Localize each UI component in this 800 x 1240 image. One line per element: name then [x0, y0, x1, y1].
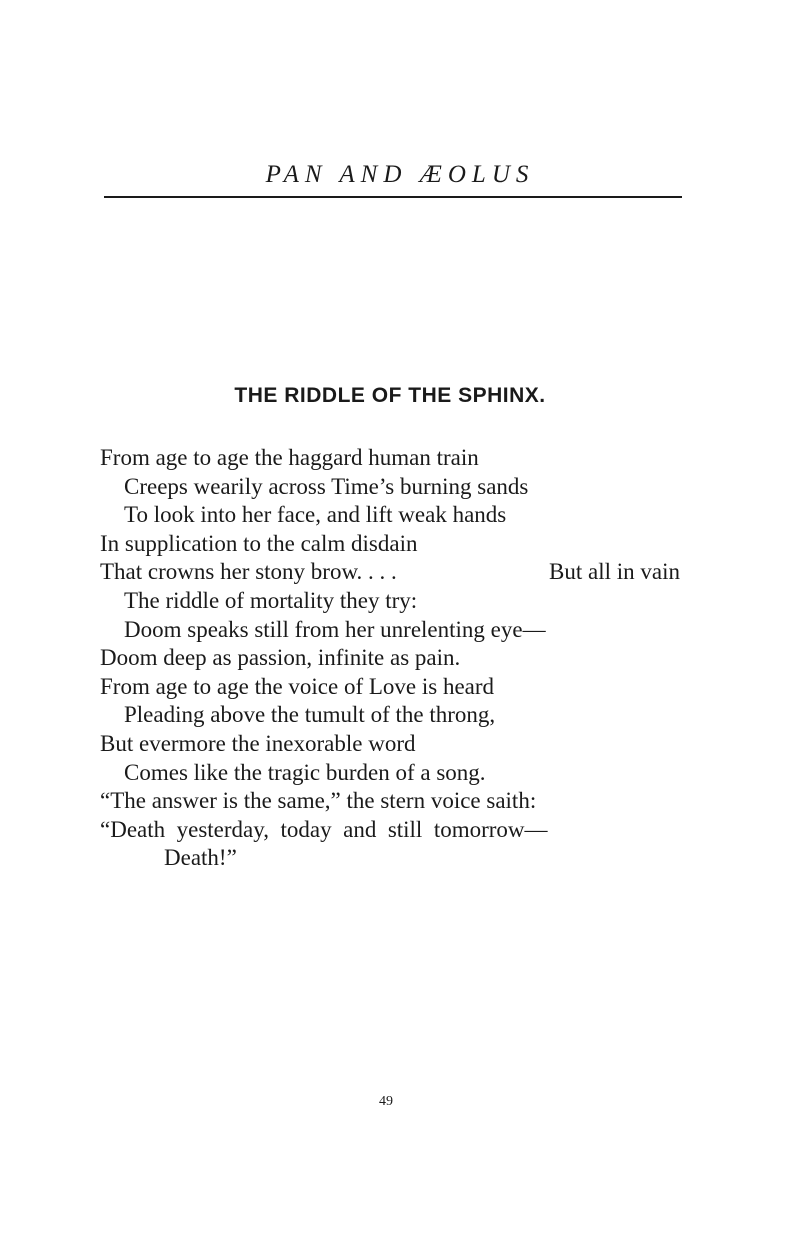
poem-line: “The answer is the same,” the stern voice saith: — [100, 788, 537, 814]
poem-line: To look into her face, and lift weak hands — [124, 502, 507, 528]
poem-line-part: That crowns her stony brow. . . . — [100, 559, 397, 585]
poem-line: Comes like the tragic burden of a song. — [124, 759, 486, 785]
poem-line: Pleading above the tumult of the throng, — [124, 702, 496, 728]
poem-title-text: THE RIDDLE OF THE SPHINX. — [234, 384, 546, 407]
poem-line-split — [100, 558, 680, 587]
poem-line: From age to age the voice of Love is heard — [100, 673, 495, 699]
poem-line-part: But all in vain — [549, 559, 680, 585]
page-number: 49 — [379, 1094, 393, 1109]
poem-line: “Death yesterday, today and still tomorrow— — [100, 816, 548, 842]
poem-line: In supplication to the calm disdain — [100, 530, 418, 556]
poem-line: But evermore the inexorable word — [100, 730, 416, 756]
poem-line: Death!” — [164, 845, 237, 871]
poem-line: From age to age the haggard human train — [100, 445, 479, 470]
poem-line: The riddle of mortality they try: — [124, 587, 418, 613]
poem-body — [100, 444, 700, 873]
running-head: PAN AND ÆOLUS — [265, 161, 535, 188]
poem-line — [100, 558, 700, 587]
poem-line: Doom deep as passion, infinite as pain. — [100, 645, 461, 671]
header-rule — [104, 196, 682, 198]
poem-title — [0, 382, 800, 410]
poem-line: Doom speaks still from her unrelenting eye— — [124, 616, 546, 642]
poem-line: Creeps wearily across Time’s burning sands — [124, 473, 529, 499]
